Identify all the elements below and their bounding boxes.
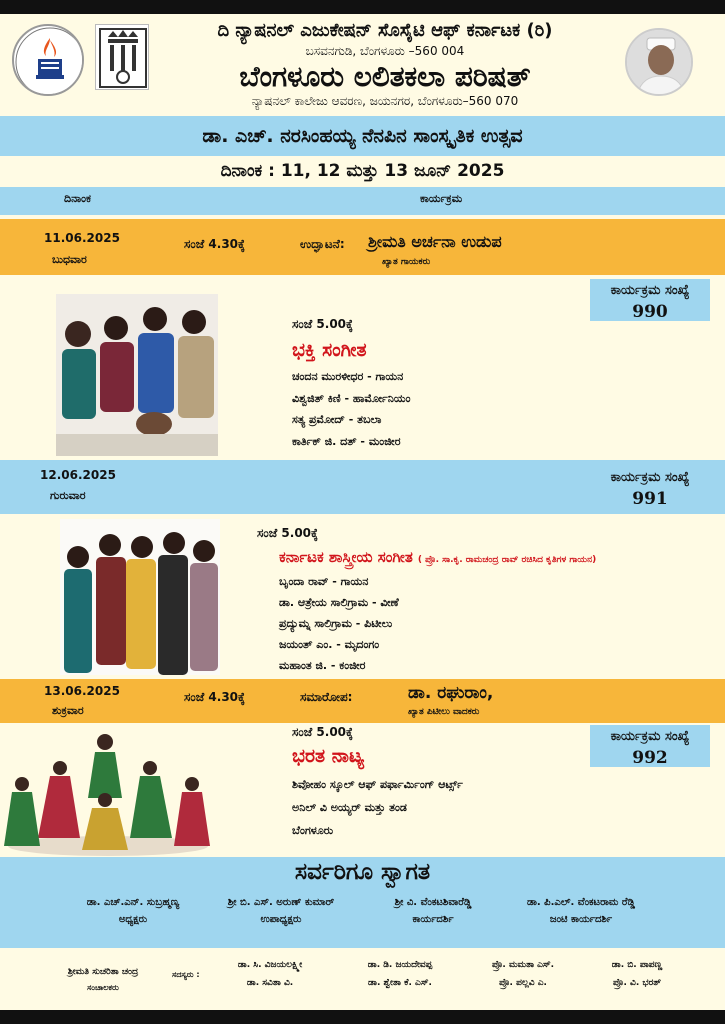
column-header: [0, 187, 725, 215]
official-president: [58, 897, 208, 925]
performer-line: ವಿಶ್ವಜಿತ್ ಕಿಣಿ - ಹಾರ್ಮೋನಿಯಂ: [292, 391, 411, 405]
day3-guest-desc: ಖ್ಯಾತ ಪಿಟೀಲು ವಾದಕರು: [408, 707, 480, 717]
day3-time: ಸಂಜೆ 4.30ಕ್ಕೆ: [184, 690, 246, 704]
program-number: 990: [632, 302, 668, 322]
member-name: ಡಾ. ಡಿ. ಜಯದೇವಪ್ಪ: [367, 960, 433, 970]
convener-role: ಸಂಚಾಲಕರು: [87, 983, 119, 992]
musicians-group-icon: [56, 294, 218, 456]
day1-performers: [292, 366, 572, 452]
program-number-label: ಕಾರ್ಯಕ್ರಮ ಸಂಖ್ಯೆ: [610, 729, 690, 744]
day2-event-title: ಕರ್ನಾಟಕ ಶಾಸ್ತ್ರೀಯ ಸಂಗೀತ: [279, 548, 413, 566]
member-name: ಪ್ರೊ. ಮಮತಾ ಎಸ್.: [491, 960, 555, 970]
bhakti-musicians-photo: [56, 294, 218, 456]
dancers-group-icon: [0, 728, 215, 858]
welcome-text: ಸರ್ವರಿಗೂ ಸ್ವಾಗತ: [294, 859, 431, 885]
performer-line: ಜಯಂತ್ ಎಂ. - ಮೃದಂಗಂ: [279, 638, 380, 651]
society-logo: [12, 24, 84, 96]
official-role: ಅಧ್ಯಕ್ಷರು: [118, 914, 148, 925]
member-group: [582, 960, 692, 988]
parishat-logo: [95, 24, 149, 90]
member-group: [468, 960, 578, 988]
day2-event-heading: [279, 547, 719, 566]
convener-name: ಶ್ರೀಮತಿ ಸುಚರಿತಾ ಚಂದ್ರ: [67, 967, 139, 977]
day1-band: [0, 219, 725, 275]
member-name: ಪ್ರೊ. ವಿ. ಭರತ್: [613, 978, 661, 988]
program-number-badge-992: [590, 725, 710, 767]
poster: [0, 14, 725, 1010]
day1-weekday: ಬುಧವಾರ: [52, 253, 87, 266]
org-address: ನ್ಯಾಷನಲ್ ಕಾಲೇಜು ಆವರಣ, ಜಯನಗರ, ಬೆಂಗಳೂರು–560 070: [251, 94, 519, 108]
day1-date: 11.06.2025: [44, 231, 120, 245]
musicians-group-icon: [60, 519, 220, 675]
performer-line: ಸತ್ಯ ಪ್ರಮೋದ್ - ತಬಲಾ: [292, 413, 382, 426]
official-role: ಕಾರ್ಯದರ್ಶಿ: [412, 914, 454, 925]
performer-line: ಡಾ. ಆತ್ರೇಯ ಸಾಲಿಗ್ರಾಮ - ವೀಣೆ: [279, 596, 399, 609]
program-number: 991: [632, 489, 668, 509]
carnatic-musicians-photo: [60, 519, 220, 675]
day3-date: 13.06.2025: [44, 684, 120, 698]
footer-committee: [0, 950, 725, 1010]
temple-emblem-icon: [96, 25, 150, 91]
day3-weekday: ಶುಕ್ರವಾರ: [52, 704, 84, 717]
day3-band: [0, 679, 725, 723]
member-name: ಡಾ. ಶ್ವೇತಾ ಕೆ. ಎಸ್.: [368, 978, 432, 988]
day3-role: ಸಮಾರೋಪ:: [300, 690, 353, 704]
program-number-label: ಕಾರ್ಯಕ್ರಮ ಸಂಖ್ಯೆ: [610, 470, 690, 485]
official-role: ಜಂಟಿ ಕಾರ್ಯದರ್ಶಿ: [549, 914, 613, 925]
festival-title: ಡಾ. ಎಚ್. ನರಸಿಂಹಯ್ಯ ನೆನಪಿನ ಸಾಂಸ್ಕೃತಿಕ ಉತ್ಸವ: [0, 116, 725, 156]
day1-time: ಸಂಜೆ 4.30ಕ್ಕೆ: [184, 237, 246, 251]
portrait-icon: [627, 30, 693, 96]
welcome-band: [0, 857, 725, 948]
day1-event-time: ಸಂಜೆ 5.00ಕ್ಕೆ: [292, 317, 354, 331]
performer-line: ಬೃಂದಾ ರಾವ್ - ಗಾಯನ: [279, 575, 369, 588]
society-address: ಬಸವನಗುಡಿ, ಬೆಂಗಳೂರು –560 004: [305, 44, 465, 58]
member-group: [215, 960, 325, 988]
official-name: ಡಾ. ಎಚ್.ಎನ್. ಸುಬ್ರಹ್ಮಣ್ಯ: [86, 897, 180, 908]
member-name: ಡಾ. ಬಿ. ಪಾಪಣ್ಣ: [611, 960, 663, 970]
member-name: ಪ್ರೊ. ಪಲ್ಲವಿ ಎ.: [499, 978, 547, 988]
program-number-badge-990: [590, 279, 710, 321]
flame-emblem-icon: [14, 26, 84, 96]
day1-guest: ಶ್ರೀಮತಿ ಅರ್ಚನಾ ಉಡುಪ: [368, 232, 502, 251]
member-group: [345, 960, 455, 988]
day1-event-title: ಭಕ್ತಿ ಸಂಗೀತ: [292, 339, 367, 361]
official-vice-president: [196, 897, 366, 925]
member-name: ಡಾ. ಸವಿತಾ ವಿ.: [246, 978, 294, 988]
performer-line: ಚಂದನ ಮುರಳೀಧರ - ಗಾಯನ: [292, 370, 404, 383]
performer-line: ಅನಿಲ್ ವಿ ಅಯ್ಯರ್ ಮತ್ತು ತಂಡ: [292, 801, 407, 814]
performer-line: ಮಹಾಂತ ಜಿ. - ಕಂಜೀರ: [279, 659, 366, 672]
member-name: ಡಾ. ಸಿ. ವಿಜಯಲಕ್ಷ್ಮೀ: [237, 960, 303, 970]
day3-performers: [292, 773, 572, 842]
program-column-label: ಕಾರ್ಯಕ್ರಮ: [420, 192, 463, 205]
bharatanatyam-dancers-photo: [0, 728, 215, 858]
official-role: ಉಪಾಧ್ಯಕ್ಷರು: [260, 914, 302, 925]
day3-event-time: ಸಂಜೆ 5.00ಕ್ಕೆ: [292, 725, 354, 739]
day3-guest: ಡಾ. ರಘುರಾಂ,: [408, 683, 494, 703]
performer-line: ಕಾರ್ತಿಕ್ ಜಿ. ದತ್ - ಮಂಜೀರ: [292, 434, 401, 448]
festival-dates: ದಿನಾಂಕ : 11, 12 ಮತ್ತು 13 ಜೂನ್ 2025: [220, 161, 505, 181]
day2-weekday: ಗುರುವಾರ: [50, 489, 86, 502]
official-name: ಶ್ರೀ ವಿ. ವೆಂಕಟಶಿವಾರೆಡ್ಡಿ: [394, 897, 472, 908]
day2-date: 12.06.2025: [40, 468, 116, 482]
performer-line: ಪ್ರದ್ಯುಮ್ನ ಸಾಲಿಗ್ರಾಮ - ಪಿಟೀಲು: [279, 617, 393, 630]
day2-performers: [279, 571, 569, 676]
day2-event-note: ( ಪ್ರೊ. ಸಾ.ಕೃ. ರಾಮಚಂದ್ರ ರಾವ್ ರಚಿಸಿದ ಕೃತಿಗಳ ಗಾಯನ): [417, 555, 597, 565]
official-secretary: [358, 897, 508, 925]
date-column-label: ದಿನಾಂಕ: [64, 192, 91, 205]
day3-event-title: ಭರತ ನಾಟ್ಯ: [292, 745, 365, 767]
day2-event-time: ಸಂಜೆ 5.00ಕ್ಕೆ: [257, 526, 319, 540]
members-label: ಸದಸ್ಯರು :: [172, 970, 200, 979]
society-name: ದಿ ನ್ಯಾಷನಲ್ ಎಜುಕೇಷನ್ ಸೊಸೈಟಿ ಆಫ್ ಕರ್ನಾಟಕ (ರಿ): [217, 20, 553, 41]
founder-portrait: [625, 28, 693, 96]
org-title: ಬೆಂಗಳೂರು ಲಲಿತಕಲಾ ಪರಿಷತ್: [239, 60, 531, 93]
performer-line: ಬೆಂಗಳೂರು: [292, 824, 334, 837]
program-number-badge-991: [590, 466, 710, 508]
program-number: 992: [632, 748, 668, 768]
day1-guest-desc: ಖ್ಯಾತ ಗಾಯಕರು: [382, 257, 431, 267]
official-name: ಡಾ. ಪಿ.ಎಲ್. ವೆಂಕಟರಾಮ ರೆಡ್ಡಿ: [526, 897, 636, 908]
program-number-label: ಕಾರ್ಯಕ್ರಮ ಸಂಖ್ಯೆ: [610, 283, 690, 298]
day1-role: ಉದ್ಘಾಟನೆ:: [300, 237, 345, 251]
official-joint-secretary: [496, 897, 666, 925]
official-name: ಶ್ರೀ ಬಿ. ಎಸ್. ಅರುಣ್ ಕುಮಾರ್: [227, 897, 335, 908]
performer-line: ಶಿವೋಹಂ ಸ್ಕೂಲ್ ಆಫ್ ಪರ್ಫಾರ್ಮಿಂಗ್ ಆರ್ಟ್ಸ್: [292, 778, 463, 791]
